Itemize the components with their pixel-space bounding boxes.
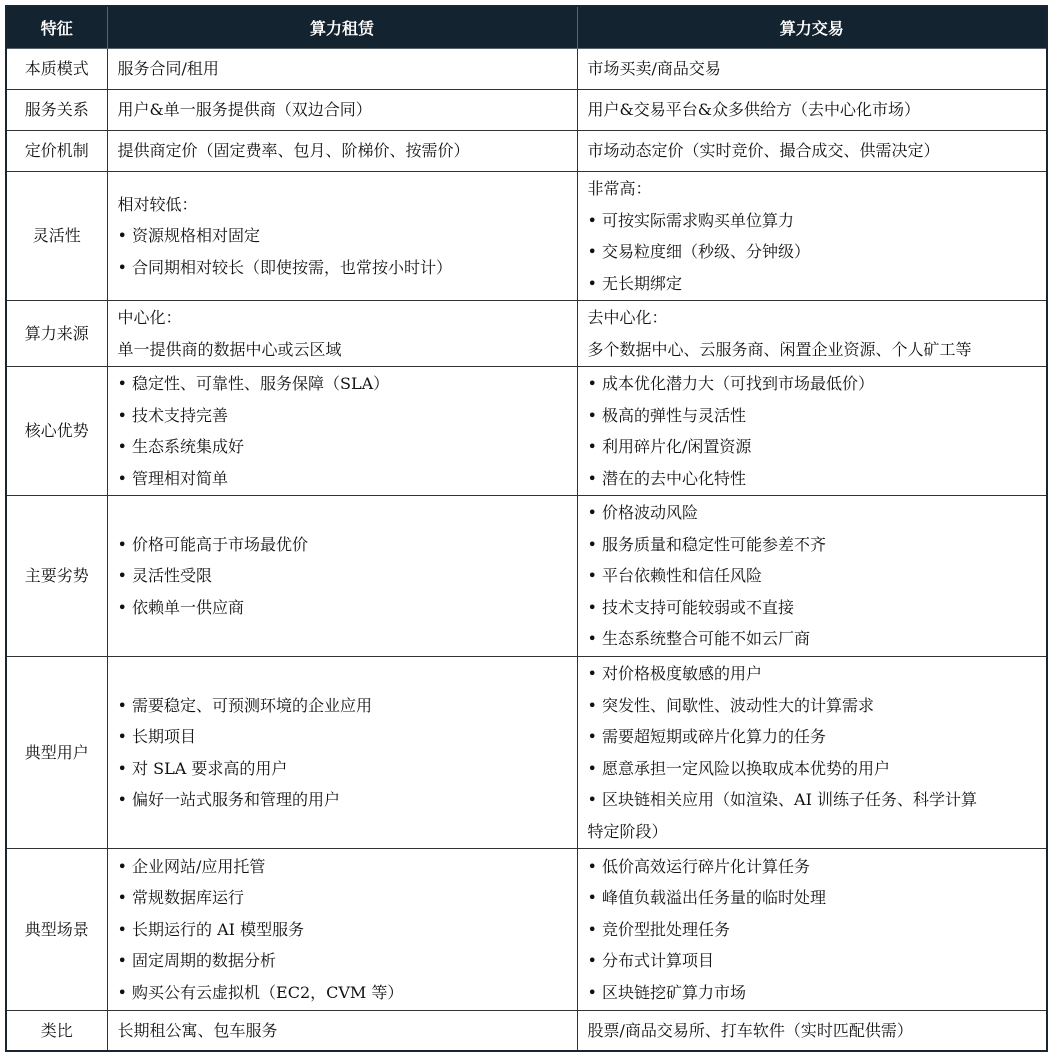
trading-cell: 用户&交易平台&众多供给方（去中心化市场）	[577, 90, 1047, 131]
feature-cell: 定价机制	[6, 131, 107, 172]
feature-cell: 类比	[6, 1011, 107, 1051]
header-trading: 算力交易	[577, 6, 1047, 49]
trading-cell: 股票/商品交易所、打车软件（实时匹配供需）	[577, 1011, 1047, 1051]
rental-cell: 提供商定价（固定费率、包月、阶梯价、按需价）	[107, 131, 577, 172]
table-row	[6, 131, 1047, 172]
table-row	[6, 90, 1047, 131]
rental-cell: • 价格可能高于市场最优价 • 灵活性受限 • 依赖单一供应商	[107, 496, 577, 657]
feature-cell: 核心优势	[6, 367, 107, 496]
table-row	[6, 657, 1047, 849]
rental-cell: • 稳定性、可靠性、服务保障（SLA） • 技术支持完善 • 生态系统集成好 • 管理相对简单	[107, 367, 577, 496]
trading-cell: • 低价高效运行碎片化计算任务 • 峰值负载溢出任务量的临时处理 • 竞价型批处理任务 • 分布式计算项目 • 区块链挖矿算力市场	[577, 849, 1047, 1011]
table-row	[6, 301, 1047, 367]
table-row	[6, 496, 1047, 657]
trading-cell: 非常高： • 可按实际需求购买单位算力 • 交易粒度细（秒级、分钟级） • 无长期绑定	[577, 172, 1047, 301]
header-feature: 特征	[6, 6, 107, 49]
table-row	[6, 849, 1047, 1011]
feature-cell: 算力来源	[6, 301, 107, 367]
table-row	[6, 172, 1047, 301]
feature-cell: 本质模式	[6, 49, 107, 90]
trading-cell: • 对价格极度敏感的用户 • 突发性、间歇性、波动性大的计算需求 • 需要超短期或碎片化算力的任务 • 愿意承担一定风险以换取成本优势的用户 • 区块链相关应用（如渲染、AI 训练子任务、科学计算 特定阶段）	[577, 657, 1047, 849]
trading-cell: 市场动态定价（实时竞价、撮合成交、供需决定）	[577, 131, 1047, 172]
comparison-table	[5, 5, 1048, 1052]
table-row	[6, 49, 1047, 90]
trading-cell: • 成本优化潜力大（可找到市场最低价） • 极高的弹性与灵活性 • 利用碎片化/闲置资源 • 潜在的去中心化特性	[577, 367, 1047, 496]
rental-cell: 中心化： 单一提供商的数据中心或云区域	[107, 301, 577, 367]
feature-cell: 主要劣势	[6, 496, 107, 657]
table-row	[6, 1011, 1047, 1051]
rental-cell: • 需要稳定、可预测环境的企业应用 • 长期项目 • 对 SLA 要求高的用户 • 偏好一站式服务和管理的用户	[107, 657, 577, 849]
trading-cell: 市场买卖/商品交易	[577, 49, 1047, 90]
rental-cell: 长期租公寓、包车服务	[107, 1011, 577, 1051]
feature-cell: 服务关系	[6, 90, 107, 131]
header-rental: 算力租赁	[107, 6, 577, 49]
rental-cell: 服务合同/租用	[107, 49, 577, 90]
trading-cell: • 价格波动风险 • 服务质量和稳定性可能参差不齐 • 平台依赖性和信任风险 • 技术支持可能较弱或不直接 • 生态系统整合可能不如云厂商	[577, 496, 1047, 657]
rental-cell: 相对较低： • 资源规格相对固定 • 合同期相对较长（即使按需，也常按小时计）	[107, 172, 577, 301]
feature-cell: 典型场景	[6, 849, 107, 1011]
trading-cell: 去中心化： 多个数据中心、云服务商、闲置企业资源、个人矿工等	[577, 301, 1047, 367]
feature-cell: 灵活性	[6, 172, 107, 301]
feature-cell: 典型用户	[6, 657, 107, 849]
table-row	[6, 367, 1047, 496]
rental-cell: • 企业网站/应用托管 • 常规数据库运行 • 长期运行的 AI 模型服务 • 固定周期的数据分析 • 购买公有云虚拟机（EC2，CVM 等）	[107, 849, 577, 1011]
rental-cell: 用户&单一服务提供商（双边合同）	[107, 90, 577, 131]
header-row	[6, 6, 1047, 49]
